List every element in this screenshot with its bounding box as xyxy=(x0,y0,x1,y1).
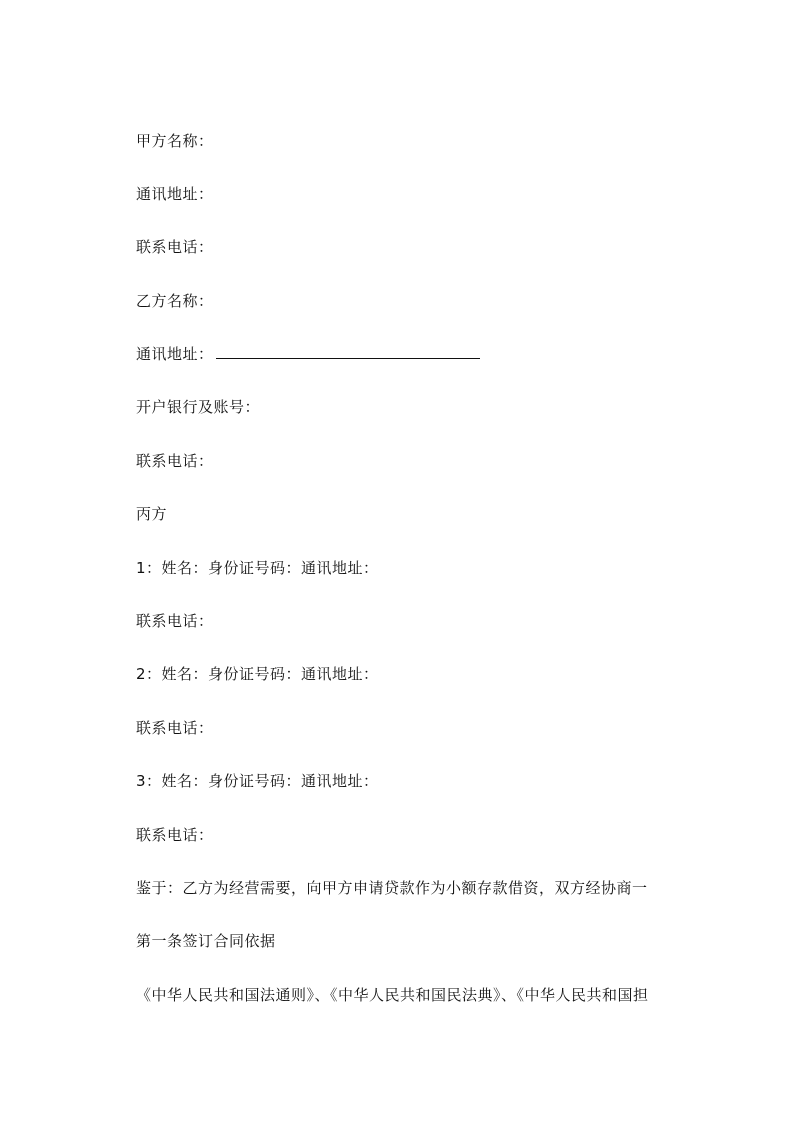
party-c-person-3: 3：姓名：身份证号码：通讯地址： xyxy=(136,772,379,790)
party-c-person-1-phone: 联系电话： xyxy=(136,612,214,630)
party-c-person-3-phone: 联系电话： xyxy=(136,826,214,844)
address-blank-underline xyxy=(216,344,480,359)
party-b-name-label: 乙方名称： xyxy=(136,292,214,310)
party-a-name-label: 甲方名称： xyxy=(136,132,214,150)
party-b-address-line xyxy=(136,344,480,364)
party-c-person-2: 2：姓名：身份证号码：通讯地址： xyxy=(136,665,379,683)
article-1-text: 《中华人民共和国法通则》、《中华人民共和国民法典》、《中华人民共和国担 xyxy=(136,986,649,1004)
party-c-person-1: 1：姓名：身份证号码：通讯地址： xyxy=(136,559,379,577)
party-b-phone-label: 联系电话： xyxy=(136,452,214,470)
party-a-phone-label: 联系电话： xyxy=(136,238,214,256)
party-a-address-label: 通讯地址： xyxy=(136,185,214,203)
party-b-address-label: 通讯地址： xyxy=(136,345,214,363)
party-b-bank-label: 开户银行及账号： xyxy=(136,398,261,416)
party-c-heading: 丙方 xyxy=(136,505,168,523)
preamble-text: 鉴于：乙方为经营需要，向甲方申请贷款作为小额存款借资，双方经协商一 xyxy=(136,879,648,897)
party-c-person-2-phone: 联系电话： xyxy=(136,719,214,737)
article-1-title: 第一条签订合同依据 xyxy=(136,932,276,950)
